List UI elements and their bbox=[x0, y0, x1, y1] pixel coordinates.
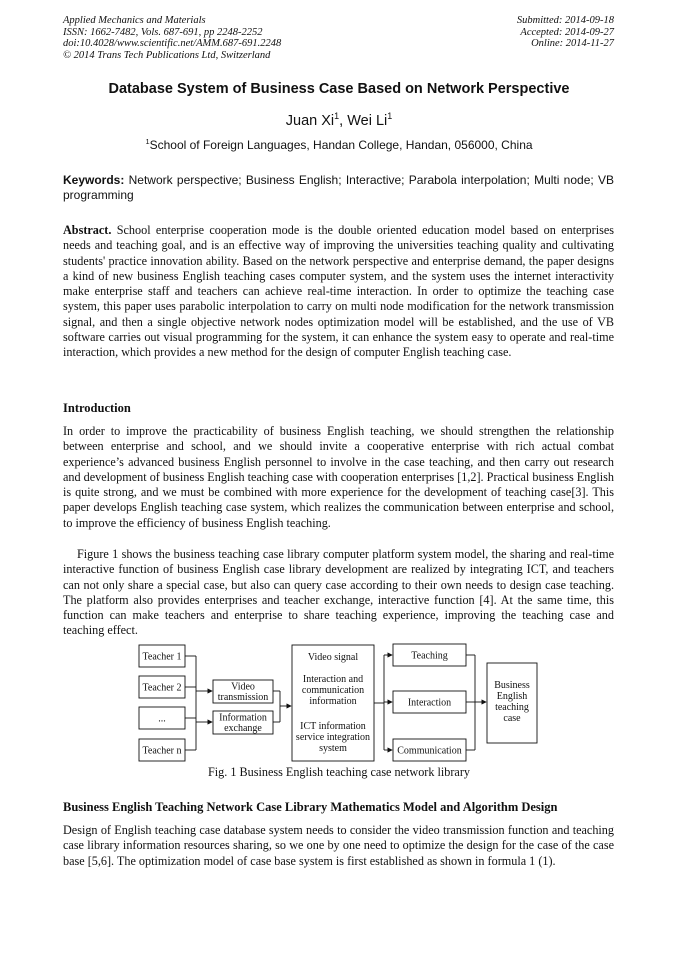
section-heading-model: Business English Teaching Network Case Library Mathematics Model and Algorithm Design bbox=[63, 800, 558, 814]
issn-line: ISSN: 1662-7482, Vols. 687-691, pp 2248-2252 bbox=[63, 26, 263, 38]
author-affil-marker: 1 bbox=[334, 111, 340, 122]
keywords-label: Keywords: bbox=[63, 173, 125, 187]
teacher-1-label: Teacher 1 bbox=[142, 651, 182, 663]
interaction-label: Interaction bbox=[407, 697, 452, 709]
center-text-line: service integration bbox=[295, 732, 371, 743]
video-signal-label: Video signal bbox=[307, 652, 359, 663]
case-text-line: case bbox=[503, 713, 521, 724]
keywords bbox=[63, 173, 614, 203]
communication-label: Communication bbox=[397, 745, 462, 757]
teacher-dots-label: ... bbox=[158, 713, 166, 725]
network-diagram bbox=[0, 640, 678, 765]
paragraph: In order to improve the practicability of business English teaching, we should strengthen the relationship between enterprise and school, and we should invite a cooperative enterprise with rich actual combat experience’s advanced business English personnel to involve in the case teaching, and then carry out research and development of business English teaching case with cooperation enterprises [1,2]. Practical business English is quite strong, and we must be combined with more experience for the development of teaching case[3]. This paper develops English teaching case system, which realizes the communication between enterprise and school, to improve the efficiency of business English teaching. bbox=[63, 424, 614, 530]
teaching-label: Teaching bbox=[411, 650, 448, 662]
affiliation-marker: 1 bbox=[145, 137, 150, 146]
affiliation-text: School of Foreign Languages, Handan College, Handan, 056000, China bbox=[149, 138, 533, 152]
journal-header bbox=[63, 15, 281, 61]
journal-name: Applied Mechanics and Materials bbox=[63, 15, 206, 26]
submitted-date: Submitted: 2014-09-18 bbox=[516, 15, 614, 26]
dates-header bbox=[517, 15, 614, 50]
abstract-text: School enterprise cooperation mode is the double oriented education model based on enterprises needs and teaching goal, and is an effective way of improving the universities teaching quality and cultivating students' practice innovation ability. Based on the network perspective and enterprise demand, the paper designs a kind of new business English teaching cases computer system, and the system uses the internet interactivity make enterprise staff and teachers can achieve real-time interaction. In order to optimize the teaching case system, this paper uses parabolic interpolation to carry on multi node modification for the network transmission signal, and then a single objective network nodes optimization model will be established, and the use of VB software carries out visual programming for the system, it can enhance the system easy to operate and real-time interaction, which provides a new method for the design of computer English teaching case. bbox=[63, 223, 614, 360]
authors bbox=[0, 113, 678, 129]
paper-title: Database System of Business Case Based on Network Perspective bbox=[108, 81, 570, 97]
keywords-text: Network perspective; Business English; Interactive; Parabola interpolation; Multi node; VB programming bbox=[63, 173, 614, 202]
case-text-line: English bbox=[496, 691, 528, 702]
section-heading-introduction: Introduction bbox=[63, 401, 131, 415]
information-label: Information bbox=[219, 712, 267, 724]
doi-line: doi:10.4028/www.scientific.net/AMM.687-691.2248 bbox=[63, 38, 282, 49]
teacher-n-label: Teacher n bbox=[142, 745, 182, 757]
exchange-label: exchange bbox=[224, 723, 262, 734]
center-text-line: information bbox=[309, 696, 357, 707]
accepted-date: Accepted: 2014-09-27 bbox=[520, 26, 614, 38]
figure-1 bbox=[0, 640, 678, 765]
video-label: Video bbox=[231, 681, 255, 693]
center-text-line: communication bbox=[301, 685, 365, 696]
abstract bbox=[63, 223, 614, 361]
affiliation bbox=[0, 138, 678, 152]
paragraph: Figure 1 shows the business teaching case library computer platform system model, the sharing and real-time interactive function of business English case library development are realized by integrating ICT, and teachers can not only share a special case, but also can query case according to their own needs to design case teaching. The platform also provides enterprises and teacher exchange, interactive function [4]. At the same time, this function can make teachers and enterprise to share teaching experience, improving the teaching case and teaching effect. bbox=[63, 547, 614, 638]
paragraph: Design of English teaching case database system needs to consider the video transmission function and teaching case library information resources sharing, so we one by one need to optimize the design for the case of the case base [5,6]. The optimization model of case base system is first established as shown in formula 1 (1). bbox=[63, 823, 614, 868]
transmission-label: transmission bbox=[217, 692, 269, 703]
figure-caption: Fig. 1 Business English teaching case network library bbox=[208, 765, 470, 779]
center-text-line: Interaction and bbox=[302, 674, 364, 685]
author-separator: , bbox=[339, 113, 348, 129]
case-text-line: Business bbox=[494, 680, 530, 691]
case-text-line: teaching bbox=[495, 702, 529, 713]
online-date: Online: 2014-11-27 bbox=[531, 38, 614, 49]
author-affil-marker: 1 bbox=[387, 111, 393, 122]
abstract-label: Abstract. bbox=[63, 223, 112, 237]
author-name: Juan Xi bbox=[285, 113, 335, 129]
author-name: Wei Li bbox=[347, 113, 388, 129]
teacher-2-label: Teacher 2 bbox=[142, 682, 182, 694]
center-text-line: ICT information bbox=[300, 721, 366, 732]
center-text-line: system bbox=[319, 743, 347, 754]
copyright-line: © 2014 Trans Tech Publications Ltd, Switzerland bbox=[63, 49, 271, 61]
